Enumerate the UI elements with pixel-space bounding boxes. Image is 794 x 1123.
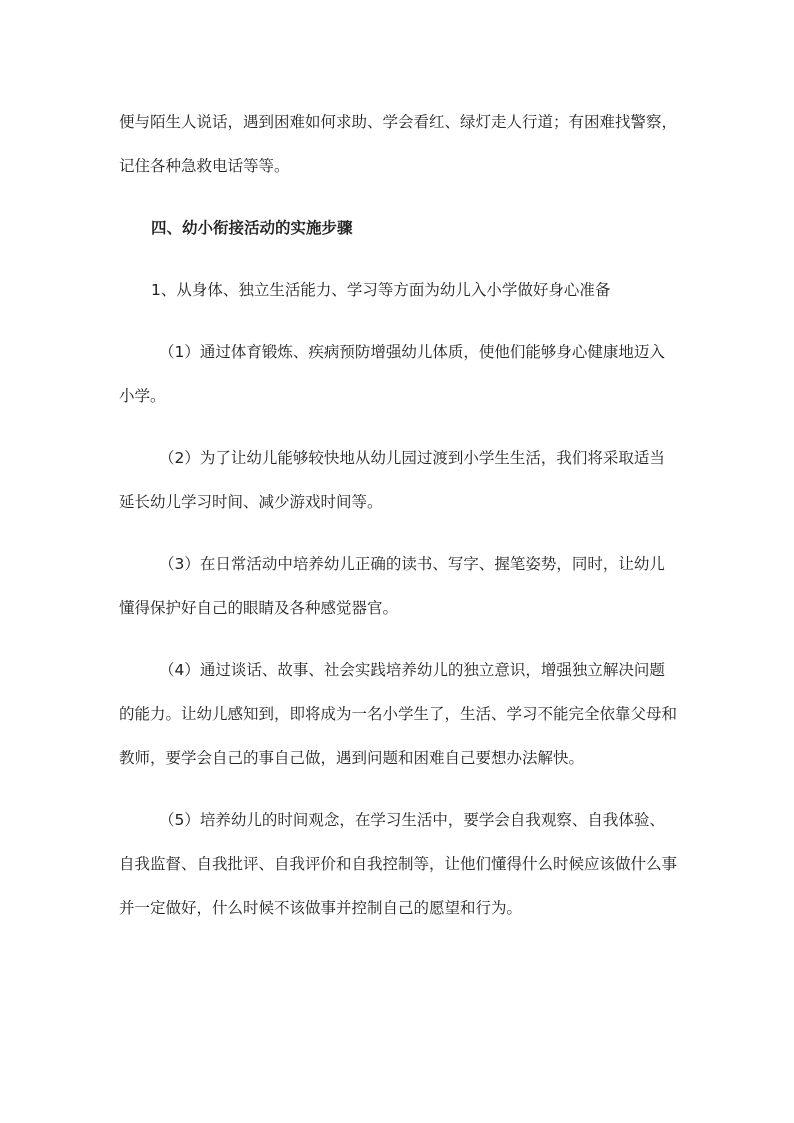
intro-paragraph: 便与陌生人说话，遇到困难如何求助、学会看红、绿灯走人行道；有困难找警察，记住各种急救电话等等。 [119, 113, 678, 175]
paragraph-gap [119, 188, 679, 206]
paragraph-gap [119, 418, 679, 436]
paragraph-gap [119, 312, 679, 330]
paragraph-gap [119, 780, 679, 798]
paragraph-gap [119, 250, 679, 268]
sub-item-3: （3）在日常活动中培养幼儿正确的读书、写字、握笔姿势，同时，让幼儿懂得保护好自己的眼睛及各种感觉器官。 [119, 555, 665, 617]
paragraph-gap [119, 524, 679, 542]
document-body [119, 100, 679, 930]
numbered-item-1: 1、从身体、独立生活能力、学习等方面为幼儿入小学做好身心准备 [151, 281, 611, 299]
paragraph-gap [119, 630, 679, 648]
sub-item-1: （1）通过体育锻炼、疾病预防增强幼儿体质，使他们能够身心健康地迈入小学。 [119, 343, 665, 405]
sub-item-4: （4）通过谈话、故事、社会实践培养幼儿的独立意识，增强独立解决问题的能力。让幼儿感知到，即将成为一名小学生了，生活、学习不能完全依靠父母和教师，要学会自己的事自己做，遇到问题和困难自己要想办法解快。 [119, 661, 678, 767]
sub-item-5: （5）培养幼儿的时间观念，在学习生活中，要学会自我观察、自我体验、自我监督、自我批评、自我评价和自我控制等，让他们懂得什么时候应该做什么事并一定做好，什么时候不该做事并控制自己的愿望和行为。 [119, 811, 678, 917]
section-heading: 四、幼小衔接活动的实施步骤 [151, 219, 353, 237]
sub-item-2: （2）为了让幼儿能够较快地从幼儿园过渡到小学生生活，我们将采取适当延长幼儿学习时间、减少游戏时间等。 [119, 449, 665, 511]
